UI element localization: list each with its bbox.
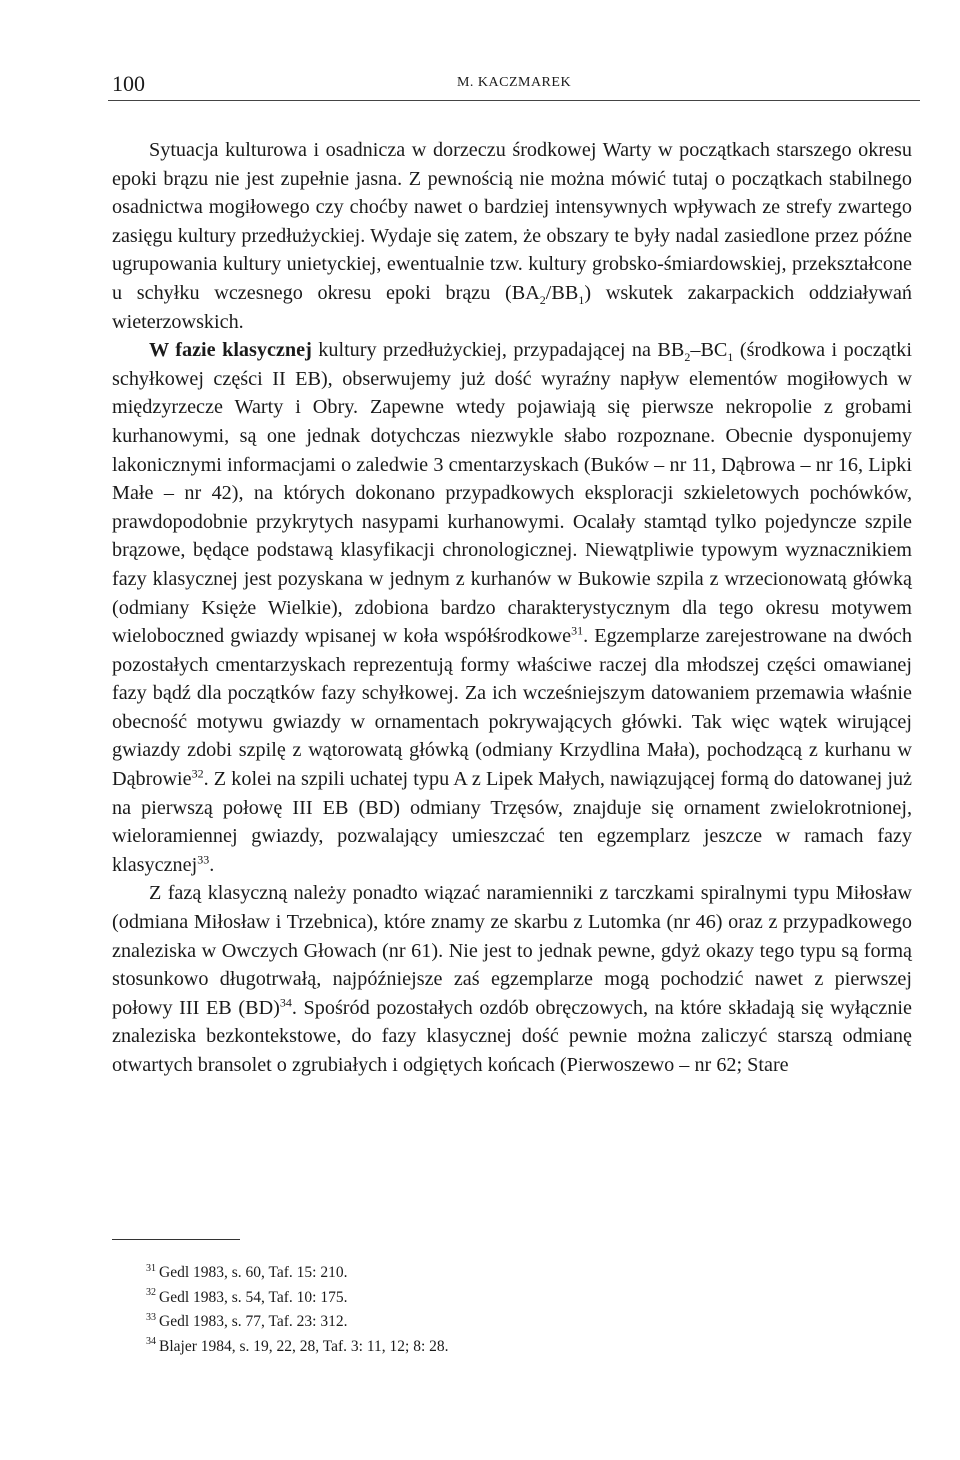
body-text	[112, 136, 912, 1080]
subscript: 1	[727, 350, 734, 365]
subscript: 2	[684, 350, 691, 365]
footnote-ref-32[interactable]: 32	[191, 766, 204, 781]
paragraph-1	[112, 136, 912, 336]
paragraph-2-text-e: . Z kolei na szpili uchatej typu A z Lipek Małych, nawiązującej formą do datowanej już na pierwszą połowę III EB (BD) odmiany Trzęsów, znajduje się ornament zwielokrotnionej, wieloramiennej gwiazdy, pozwalający umieszczać ten egzemplarz jeszcze w ramach fazy klasycznej	[112, 768, 912, 876]
paragraph-2-text-b: –BC	[690, 339, 728, 362]
footnote-number: 31	[146, 1262, 156, 1274]
footnote-number: 34	[146, 1336, 156, 1348]
paragraph-3-text-a: Z fazą klasyczną należy ponadto wiązać naramienniki z tarczkami spiralnymi typu Miłosław (odmiana Miłosław i Trzebnica), które znamy ze skarbu z Lutomka (nr 46) oraz z przypadkowego znaleziska w Owczych Głowach (nr 61). Nie jest to jednak pewne, gdyż okazy tego typu są formą stosunkowo długotrwałą, najpóźniejsze zaś egzemplarze mogą pochodzić nawet z pierwszej połowy III EB (BD)	[112, 882, 912, 1019]
footnote-ref-31[interactable]: 31	[571, 623, 584, 638]
footnote-number: 33	[146, 1311, 156, 1323]
running-head-author: M. KACZMAREK	[456, 75, 572, 90]
footnote-34	[146, 1335, 846, 1360]
paragraph-1-text: Sytuacja kulturowa i osadnicza w dorzeczu środkowej Warty w początkach starszego okresu epoki brązu nie jest zupełnie jasna. Z pewnością nie można mówić tutaj o początkach stabilnego osadnictwa mogiłowego czy choćby nawet o bardziej intensywnych wpływach ze strefy zwartego zasięgu kultury przedłużyckiej. Wydaje się zatem, że obszary te były nadal zasiedlone przez późne ugrupowania kultury unietyckiej, ewentualnie tzw. kultury grobsko-śmiardowskiej, przekształcone u schyłku wczesnego okresu epoki brązu (BA	[112, 139, 912, 304]
footnotes	[146, 1261, 846, 1359]
footnote-33	[146, 1310, 846, 1335]
paragraph-2-text-c: (środkowa i początki schyłkowej części II EB), obserwujemy już dość wyraźny napływ elementów mogiłowych w międzyrzecze Warty i Obry. Zapewne wtedy pojawiają się pierwsze nekropolie z grobami kurhanowymi, są one jednak dotychczas niezwykle słabo rozpoznane. Obecnie dysponujemy lakonicznymi informacjami o zaledwie 3 cmentarzyskach (Buków – nr 11, Dąbrowa – nr 16, Lipki Małe – nr 42), na których dokonano przypadkowych eksploracji szkieletowych pochówków, prawdopodobnie przykrytych nasypami kurhanowymi. Ocalały stamtąd tylko pojedyncze szpile brązowe, będące podstawą klasyfikacji chronologicznej. Niewątpliwie typowym wyznacznikiem fazy klasycznej jest pozyskana w jednym z kurhanów w Bukowie szpila z wrzecionowatą główką (odmiany Księże Wielkie), zdobiona bardzo charakterystycznym dla tego okresu motywem wieloboczned gwiazdy wpisanej w koła współśrodkowe	[112, 339, 912, 648]
subscript: 2	[539, 293, 546, 307]
footnote-31	[146, 1261, 846, 1286]
footnote-text: Blajer 1984, s. 19, 22, 28, Taf. 3: 11, 12; 8: 28.	[159, 1337, 449, 1355]
paragraph-2-text-f: .	[209, 853, 215, 876]
subscript: 1	[578, 293, 585, 307]
paragraph-1-text-mid: /BB	[545, 281, 579, 304]
paragraph-2	[112, 336, 912, 879]
footnote-number: 32	[146, 1287, 156, 1299]
footnote-text: Gedl 1983, s. 77, Taf. 23: 312.	[159, 1313, 348, 1330]
running-header	[108, 70, 920, 101]
paragraph-1-text-end: ) wskutek zakarpackich oddziaływań wieterzowskich.	[112, 281, 913, 333]
paragraph-3	[112, 879, 912, 1079]
paragraph-2-text-d: . Egzemplarze zarejestrowane na dwóch pozostałych cmentarzyskach reprezentują formy właściwe raczej dla młodszej części omawianej fazy bądź dla początków fazy schyłkowej. Za ich wcześniejszym datowaniem przemawia właśnie obecność motywu gwiazdy w ornamentach pokrywających główki. Tak więc wątek wirującej gwiazdy zdobi szpilę z wątorowatą główką (odmiany Krzydlina Mała), pochodzącą z kurhanu w Dąbrowie	[112, 625, 912, 791]
footnote-ref-34[interactable]: 34	[279, 995, 292, 1010]
footnote-32	[146, 1286, 846, 1311]
paragraph-2-text-a: kultury przedłużyckiej, przypadającej na BB	[311, 339, 685, 362]
footnote-text: Gedl 1983, s. 54, Taf. 10: 175.	[159, 1288, 348, 1306]
paragraph-3-text-b: . Spośród pozostałych ozdób obręczowych, na które składają się wyłącznie znaleziska bezkontekstowe, do fazy klasycznej dość pewnie można zaliczyć starszą odmianę otwartych bransolet o zgrubiałych i odgiętych końcach (Pierwoszewo – nr 62; Stare	[112, 996, 912, 1076]
footnote-text: Gedl 1983, s. 60, Taf. 15: 210.	[159, 1264, 348, 1281]
footnote-ref-33[interactable]: 33	[197, 852, 210, 867]
phase-heading-bold: W fazie klasycznej	[149, 339, 312, 362]
page-number: 100	[112, 71, 145, 96]
footnote-separator	[112, 1239, 240, 1240]
